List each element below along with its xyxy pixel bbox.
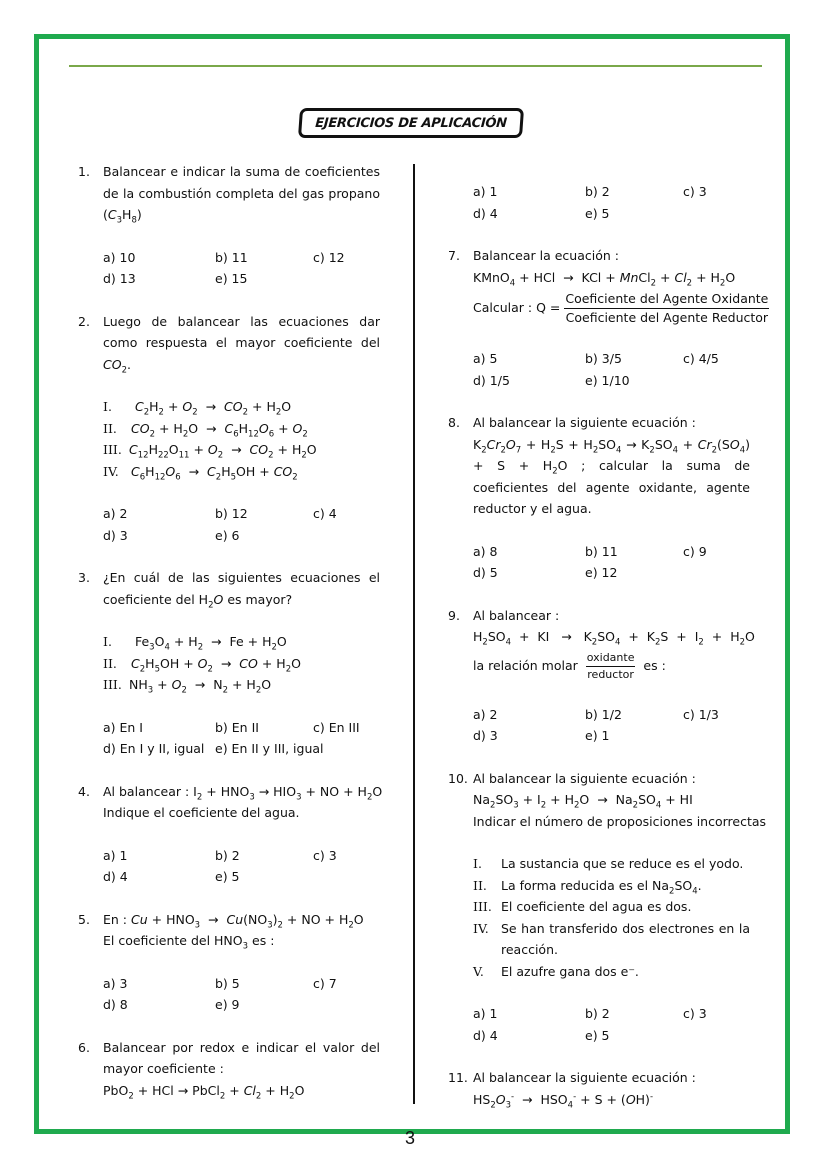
option-b[interactable]: b) 2: [585, 1006, 610, 1021]
equation: $NH_3 + O_2 \to N_2 + H_2O$: [129, 677, 272, 696]
answer-options: [473, 348, 750, 391]
option-c[interactable]: c) 4: [313, 506, 337, 521]
option-a[interactable]: a) En I: [103, 719, 143, 735]
question-prefix: En :: [103, 911, 128, 927]
question-text: Al balancear la siguiente ecuación :: [473, 770, 696, 786]
option-a[interactable]: a) 10: [103, 249, 136, 265]
proposition-row: [473, 875, 750, 897]
fraction: [564, 290, 769, 327]
option-c[interactable]: c) 9: [683, 543, 707, 559]
option-e[interactable]: e) 1: [585, 728, 610, 743]
question-text: Balancear la ecuación :: [473, 248, 619, 263]
option-d[interactable]: d) 1/5: [473, 372, 510, 388]
option-d[interactable]: d) 8: [103, 997, 128, 1012]
option-a[interactable]: a) 5: [473, 351, 498, 366]
numerator: Coeficiente del Agente Oxidante: [564, 290, 769, 309]
option-e[interactable]: e) 12: [585, 565, 618, 580]
question-equation: $HS_2O_3^- \to HSO_4^- + S + (OH)^-$: [473, 1091, 654, 1110]
denominator: reductor: [587, 667, 634, 681]
roman-label: II.: [103, 655, 117, 671]
option-d[interactable]: d) 5: [473, 565, 498, 580]
question-text: Al balancear la siguiente ecuación :: [473, 1070, 696, 1085]
answer-options: [103, 503, 380, 546]
proposition-row: [473, 853, 750, 875]
equation: $Fe_3O_4 + H_2 \to Fe + H_2O$: [131, 634, 287, 653]
answer-options: [473, 181, 750, 224]
equation: $C_2H_2 + O_2 \to CO_2 + H_2O$: [134, 399, 292, 418]
roman-label: IV.: [473, 920, 489, 936]
option-c[interactable]: c) 3: [683, 184, 707, 199]
option-b[interactable]: b) 1/2: [585, 706, 622, 722]
question-number: 3.: [78, 570, 90, 585]
section-title: EJERCICIOS DE APLICACIÓN: [298, 108, 524, 138]
question-number: 4.: [78, 783, 90, 799]
proposition-list: [473, 853, 750, 982]
fraction: [586, 650, 636, 683]
option-b[interactable]: b) 3/5: [585, 351, 622, 366]
option-c[interactable]: c) 12: [313, 249, 345, 265]
roman-label: II.: [473, 877, 487, 893]
column-divider: [413, 164, 415, 1104]
equation: $CO_2 + H_2O \to C_6H_{12}O_6 + O_2$: [131, 420, 308, 439]
question-4: [78, 781, 383, 888]
option-b[interactable]: b) 11: [215, 249, 248, 265]
proposition-text: La sustancia que se reduce es el yodo.: [501, 856, 744, 871]
ratio-suffix: es :: [643, 657, 666, 673]
question-number: 11.: [448, 1070, 468, 1085]
option-c[interactable]: c) 3: [683, 1006, 707, 1021]
question-text: El coeficiente del $HNO_3$ es :: [103, 933, 275, 952]
q-formula: [473, 290, 769, 327]
option-e[interactable]: e) 5: [215, 869, 240, 884]
answer-options: [473, 1003, 750, 1046]
equation-list: [103, 396, 380, 482]
question-equation: $H_2SO_4$ + KI → $K_2SO_4 + K_2S + I_2 + H_2O$: [473, 629, 755, 648]
question-equation: KMnO$_4$ + HCl → KCl + MnCl$_2$ + $Cl_2 + H_2O$: [473, 269, 736, 288]
option-b[interactable]: b) En II: [215, 719, 259, 735]
question-number: 7.: [448, 248, 460, 263]
option-e[interactable]: e) 6: [215, 527, 240, 543]
option-c[interactable]: c) 4/5: [683, 351, 719, 366]
equation-row: [103, 418, 380, 440]
proposition-text: El azufre gana dos e⁻.: [501, 963, 639, 979]
equation-row: [103, 439, 380, 461]
roman-label: I.: [473, 856, 482, 871]
denominator: Coeficiente del Agente Reductor: [565, 310, 769, 325]
question-equation: En : $Cu + HNO_3 \to Cu(NO_3)_2$ + NO + $H_2O$: [103, 911, 364, 930]
option-a[interactable]: a) 1: [473, 184, 498, 199]
option-d[interactable]: d) 13: [103, 271, 136, 286]
option-b[interactable]: b) 12: [215, 506, 248, 521]
question-text: Al balancear :: [473, 607, 560, 623]
question-number: 1.: [78, 164, 90, 179]
question-equation: $Na_2SO_3 + I_2 + H_2O \to Na_2SO_4$ + HI: [473, 792, 693, 811]
equation: $C_2H_5OH + O_2$ → CO + $H_2O$: [131, 655, 301, 674]
question-equation: $K_2Cr_2O_7 + H_2S + H_2SO_4 \to K_2SO_4 + Cr_2(SO_4) + S + H_2O$ ; calcular la suma de coeficientes del agente oxidante, agente reductor y el agua.: [473, 436, 751, 516]
roman-label: III.: [103, 677, 122, 692]
question-8: [448, 412, 750, 584]
question-number: 10.: [448, 770, 468, 786]
question-7: [448, 245, 769, 391]
roman-label: IV.: [103, 463, 119, 479]
option-b[interactable]: b) 11: [585, 543, 618, 559]
question-number: 5.: [78, 911, 90, 927]
equation-row: [103, 653, 380, 675]
option-b[interactable]: b) 2: [215, 847, 240, 863]
proposition-text: La forma reducida es el $Na_2SO_4$.: [501, 877, 702, 896]
answer-options: [103, 717, 380, 760]
option-a[interactable]: a) 1: [473, 1006, 498, 1021]
question-6-options: [448, 181, 750, 224]
calc-label: Calcular : Q =: [473, 300, 561, 315]
option-e[interactable]: e) 15: [215, 271, 248, 286]
option-e[interactable]: e) 9: [215, 997, 240, 1012]
option-c[interactable]: c) En III: [313, 719, 360, 735]
left-column: [78, 161, 383, 1101]
answer-options: [103, 973, 380, 1016]
equation-list: [103, 631, 380, 696]
proposition-text: Se han transferido dos electrones en la reacción.: [501, 920, 750, 957]
option-e[interactable]: e) 5: [585, 205, 610, 221]
roman-label: II.: [103, 420, 117, 436]
answer-options: [473, 704, 750, 747]
question-9: [448, 605, 755, 747]
option-a[interactable]: a) 3: [103, 975, 128, 991]
option-c[interactable]: c) 7: [313, 975, 337, 991]
option-c[interactable]: c) 3: [313, 847, 337, 863]
option-c[interactable]: c) 1/3: [683, 706, 719, 722]
equation: $C_6H_{12}O_6 \to C_2H_5OH + CO_2$: [131, 463, 298, 482]
roman-label: III.: [103, 442, 122, 457]
question-text: Balancear e indicar la suma de coeficientes de la combustión completa del gas propano $(C_3H_8)$: [103, 164, 380, 226]
ratio-label: la relación molar: [473, 657, 578, 673]
option-a[interactable]: a) 1: [103, 847, 128, 863]
question-number: 8.: [448, 415, 460, 430]
option-b[interactable]: b) 5: [215, 975, 240, 991]
option-d[interactable]: d) 4: [473, 205, 498, 221]
question-number: 9.: [448, 607, 460, 623]
equation-row: [103, 674, 380, 696]
proposition-row: [473, 896, 750, 918]
question-10: [448, 768, 767, 1047]
option-e[interactable]: e) 5: [585, 1027, 610, 1043]
equation-row: [103, 396, 380, 418]
question-text: Balancear por redox e indicar el valor del mayor coeficiente :: [103, 1039, 380, 1076]
ratio-line: [473, 650, 750, 683]
question-equation: PbO$_2$ + HCl → PbCl$_2$ + $Cl_2 + H_2O$: [103, 1082, 305, 1101]
question-1: [78, 161, 380, 290]
answer-options: [103, 247, 380, 290]
option-d[interactable]: d) 4: [473, 1027, 498, 1043]
question-text: Luego de balancear las ecuaciones dar como respuesta el mayor coeficiente del $CO_2$.: [103, 313, 380, 375]
roman-label: V.: [473, 963, 484, 979]
question-5: [78, 909, 380, 1016]
question-6: [78, 1037, 380, 1102]
option-a[interactable]: a) 2: [103, 506, 128, 521]
question-text: ¿En cuál de las siguientes ecuaciones el coeficiente del $H_2O$ es mayor?: [103, 570, 380, 610]
roman-label: I.: [103, 634, 112, 649]
page-number: 3: [405, 1128, 416, 1148]
option-a[interactable]: a) 8: [473, 543, 498, 559]
option-d[interactable]: d) 3: [473, 728, 498, 743]
option-d[interactable]: d) 4: [103, 869, 128, 884]
roman-label: III.: [473, 899, 492, 914]
right-column: [448, 181, 769, 1110]
question-2: [78, 311, 380, 547]
question-text: Al balancear la siguiente ecuación :: [473, 415, 696, 430]
question-prefix: Al balancear :: [103, 783, 190, 799]
question-3: [78, 567, 380, 760]
option-b[interactable]: b) 2: [585, 184, 610, 199]
question-number: 6.: [78, 1039, 90, 1055]
option-e[interactable]: e) En II y III, igual: [215, 741, 324, 756]
question-number: 2.: [78, 313, 90, 329]
option-d[interactable]: d) En I y II, igual: [103, 741, 205, 756]
proposition-text: El coeficiente del agua es dos.: [501, 899, 692, 914]
proposition-row: [473, 961, 750, 983]
proposition-row: [473, 918, 750, 961]
answer-options: [473, 541, 750, 584]
question-equation: Al balancear : $I_2 + HNO_3 \to HIO_3$ + NO + $H_2O$: [103, 783, 383, 802]
option-d[interactable]: d) 3: [103, 527, 128, 543]
question-11: [448, 1067, 750, 1110]
question-text: Indique el coeficiente del agua.: [103, 805, 300, 820]
instruction-text: Indicar el número de proposiciones incorrectas: [473, 813, 767, 829]
answer-options: [103, 845, 380, 888]
numerator: oxidante: [586, 650, 636, 667]
option-e[interactable]: e) 1/10: [585, 372, 630, 388]
roman-label: I.: [103, 399, 112, 414]
equation: $C_{12}H_{22}O_{11} + O_2 \to CO_2 + H_2O$: [129, 442, 317, 461]
option-a[interactable]: a) 2: [473, 706, 498, 722]
equation-row: [103, 631, 380, 653]
header-rule: [69, 65, 762, 67]
equation-row: [103, 461, 380, 483]
